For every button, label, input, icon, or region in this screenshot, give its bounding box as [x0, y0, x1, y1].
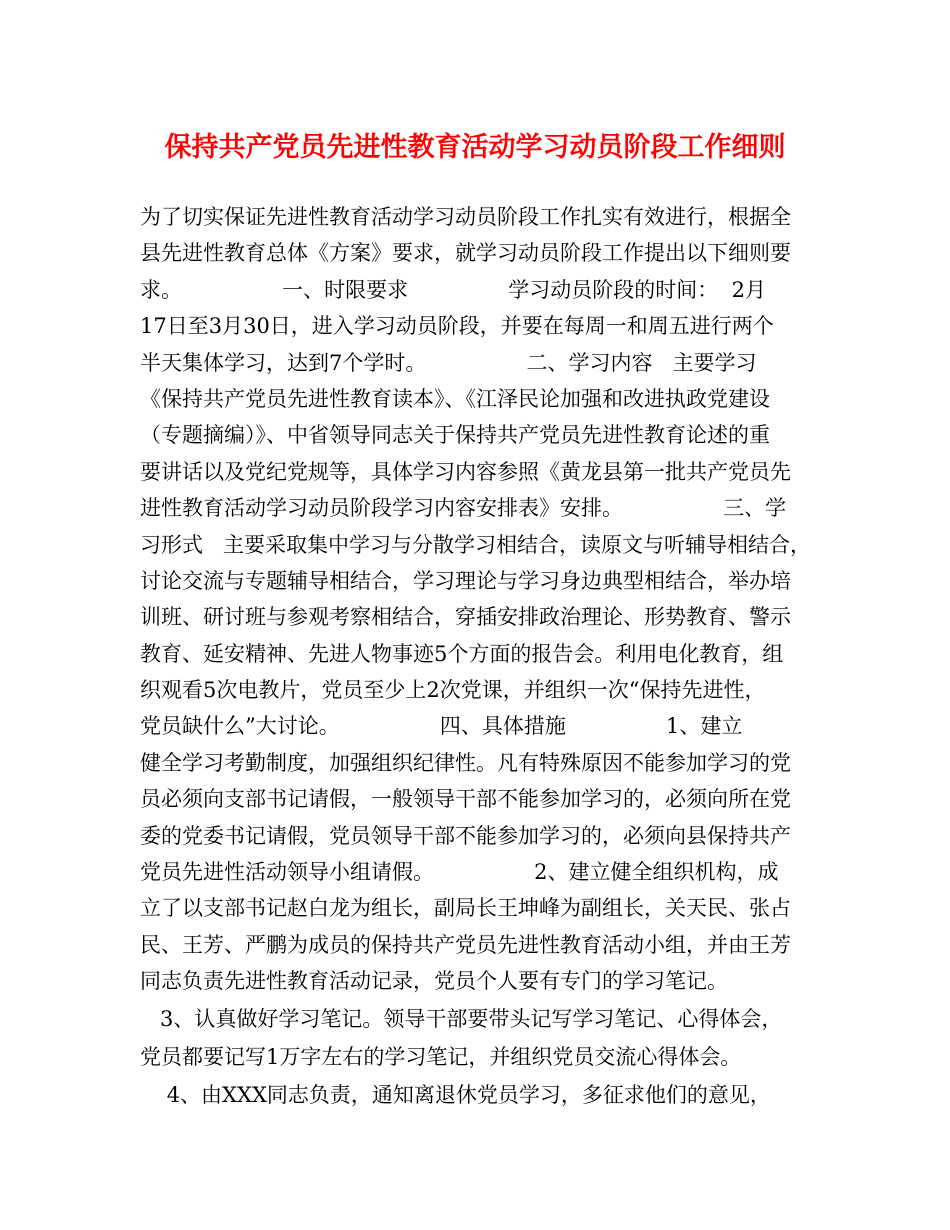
body-line: 进性教育活动学习动员阶段学习内容安排表》安排。 三、学: [140, 496, 787, 521]
body-line: 《保持共产党员先进性教育读本》、《江泽民论加强和改进执政党建设: [140, 386, 770, 411]
body-line: 委的党委书记请假，党员领导干部不能参加学习的，必须向县保持共产: [140, 823, 791, 848]
body-line: 同志负责先进性教育活动记录，党员个人要有专门的学习笔记。: [140, 969, 728, 994]
body-line: 教育、延安精神、先进人物事迹5个方面的报告会。利用电化教育，组: [140, 641, 784, 666]
body-line: 党员缺什么”大讨论。 四、具体措施 1、建立: [140, 714, 743, 739]
body-line: 党员都要记写1万字左右的学习笔记，并组织党员交流心得体会。: [140, 1044, 742, 1069]
document-title: 保持共产党员先进性教育活动学习动员阶段工作细则: [164, 132, 786, 163]
body-line: 织观看5次电教片，党员至少上2次党课，并组织一次“保持先进性，: [140, 678, 766, 703]
body-line: 3、认真做好学习笔记。领导干部要带头记写学习笔记、心得体会，: [140, 1007, 783, 1031]
body-line: 县先进性教育总体《方案》要求，就学习动员阶段工作提出以下细则要: [140, 241, 791, 266]
body-line: 为了切实保证先进性教育活动学习动员阶段工作扎实有效进行，根据全: [140, 205, 791, 229]
body-line: 员必须向支部书记请假，一般领导干部不能参加学习的，必须向所在党: [140, 787, 791, 812]
body-line: 讨论交流与专题辅导相结合，学习理论与学习身边典型相结合，举办培: [140, 568, 791, 593]
body-line: 党员先进性活动领导小组请假。 2、建立健全组织机构，成: [140, 860, 779, 885]
body-line: （专题摘编）》、中省领导同志关于保持共产党员先进性教育论述的重: [140, 423, 770, 448]
body-line: 健全学习考勤制度，加强组织纪律性。凡有特殊原因不能参加学习的党: [140, 750, 791, 775]
body-line: 立了以支部书记赵白龙为组长，副局长王坤峰为副组长，关天民、张占: [140, 896, 791, 921]
body-line: 民、王芳、严鹏为成员的保持共产党员先进性教育活动小组，并由王芳: [140, 932, 791, 957]
body-line: 习形式 主要采取集中学习与分散学习相结合，读原文与听辅导相结合，: [140, 532, 812, 557]
body-line: 求。 一、时限要求 学习动员阶段的时间： 2月: [140, 277, 766, 302]
body-line: 17日至3月30日，进入学习动员阶段，并要在每周一和周五进行两个: [140, 314, 774, 339]
body-line: 训班、研讨班与参观考察相结合，穿插安排政治理论、形势教育、警示: [140, 605, 791, 630]
body-line: 半天集体学习，达到7个学时。 二、学习内容 主要学习: [140, 350, 757, 375]
body-line: 4、由XXX同志负责，通知离退休党员学习，多征求他们的意见，: [140, 1082, 771, 1107]
document-body: [140, 199, 820, 1114]
body-line: 要讲话以及党纪党规等，具体学习内容参照《黄龙县第一批共产党员先: [140, 459, 791, 484]
